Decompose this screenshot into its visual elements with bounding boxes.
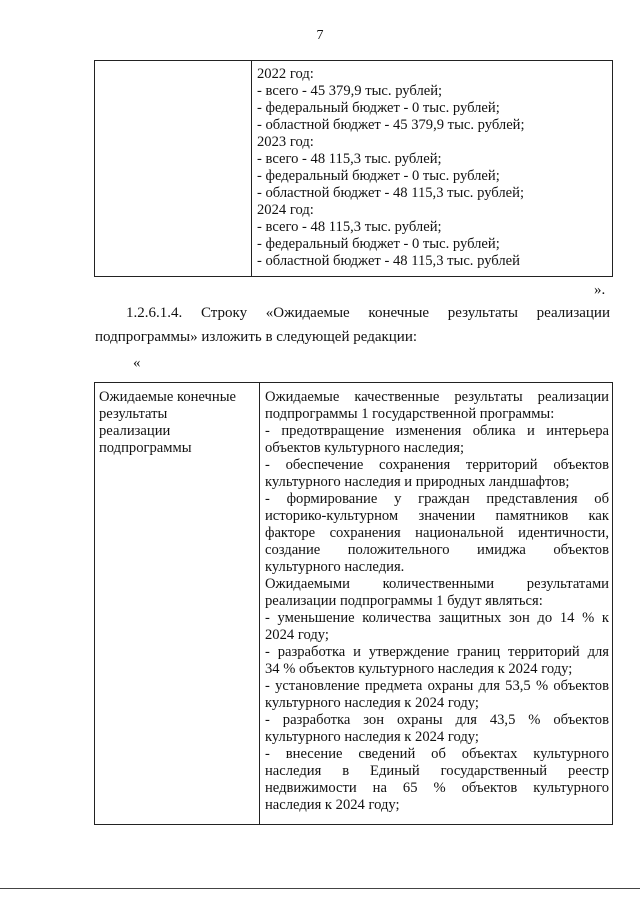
label-line: реализации: [99, 423, 171, 439]
funding-line: - областной бюджет - 45 379,9 тыс. рублей;: [257, 117, 525, 133]
results-line: культурного наследия к 2024 году;: [265, 729, 479, 745]
results-line: создание положительного имиджа объектов: [265, 542, 609, 558]
results-line: 2024 году;: [265, 627, 329, 643]
funding-table: [94, 60, 613, 277]
funding-line: - всего - 48 115,3 тыс. рублей;: [257, 151, 442, 167]
results-line: подпрограммы 1 государственной программы:: [265, 406, 555, 422]
opening-quote: «: [133, 355, 141, 371]
results-line: - предотвращение изменения облика и интерьера: [265, 423, 609, 439]
results-line: - разработка и утверждение границ территорий для: [265, 644, 609, 660]
expected-results-label-cell: [95, 383, 260, 825]
page-number: 7: [316, 28, 324, 43]
funding-line: - федеральный бюджет - 0 тыс. рублей;: [257, 168, 500, 184]
expected-results-table: [94, 382, 613, 825]
results-line: Ожидаемыми количественными результатами: [265, 576, 609, 592]
results-line: - установление предмета охраны для 53,5 % объектов: [265, 678, 609, 694]
paragraph-line-1: 1.2.6.1.4. Строку «Ожидаемые конечные результаты реализации: [126, 305, 610, 321]
funding-table-values-cell: [252, 61, 613, 277]
results-line: реализации подпрограммы 1 будут являться:: [265, 593, 543, 609]
results-line: культурного наследия.: [265, 559, 405, 575]
expected-results-text-cell: [260, 383, 613, 825]
results-line: недвижимости на 65 % объектов культурного: [265, 780, 609, 796]
funding-line: 2024 год:: [257, 202, 314, 218]
funding-line: - федеральный бюджет - 0 тыс. рублей;: [257, 100, 500, 116]
results-line: факторе сохранения национальной идентичности,: [265, 525, 609, 541]
results-line: - внесение сведений об объектах культурного: [265, 746, 609, 762]
funding-line: - всего - 45 379,9 тыс. рублей;: [257, 83, 443, 99]
results-line: наследия в Единый государственный реестр: [265, 763, 609, 779]
closing-quote: ».: [594, 282, 606, 298]
funding-table-empty-cell: [95, 61, 252, 277]
results-line: культурного наследия и природных ландшафтов;: [265, 474, 570, 490]
funding-line: - всего - 48 115,3 тыс. рублей;: [257, 219, 442, 235]
results-line: наследия к 2024 году;: [265, 797, 400, 813]
paragraph-line-2: подпрограммы» изложить в следующей редакции:: [95, 329, 418, 345]
label-line: результаты: [99, 406, 168, 422]
funding-line: 2023 год:: [257, 134, 314, 150]
label-line: Ожидаемые конечные: [99, 389, 236, 405]
results-line: историко-культурном значении памятников как: [265, 508, 609, 524]
results-line: - уменьшение количества защитных зон до 14 % к: [265, 610, 609, 626]
funding-line: 2022 год:: [257, 66, 314, 82]
funding-line: - федеральный бюджет - 0 тыс. рублей;: [257, 236, 500, 252]
bottom-scan-line: [0, 888, 640, 889]
results-line: - разработка зон охраны для 43,5 % объектов: [265, 712, 609, 728]
funding-line: - областной бюджет - 48 115,3 тыс. рублей;: [257, 185, 524, 201]
results-line: объектов культурного наследия;: [265, 440, 465, 456]
results-line: - формирование у граждан представления об: [265, 491, 609, 507]
label-line: подпрограммы: [99, 440, 192, 456]
results-line: - обеспечение сохранения территорий объектов: [265, 457, 609, 473]
funding-line: - областной бюджет - 48 115,3 тыс. рублей: [257, 253, 520, 269]
results-line: культурного наследия к 2024 году;: [265, 695, 479, 711]
results-line: Ожидаемые качественные результаты реализации: [265, 389, 609, 405]
results-line: 34 % объектов культурного наследия к 2024 году;: [265, 661, 573, 677]
